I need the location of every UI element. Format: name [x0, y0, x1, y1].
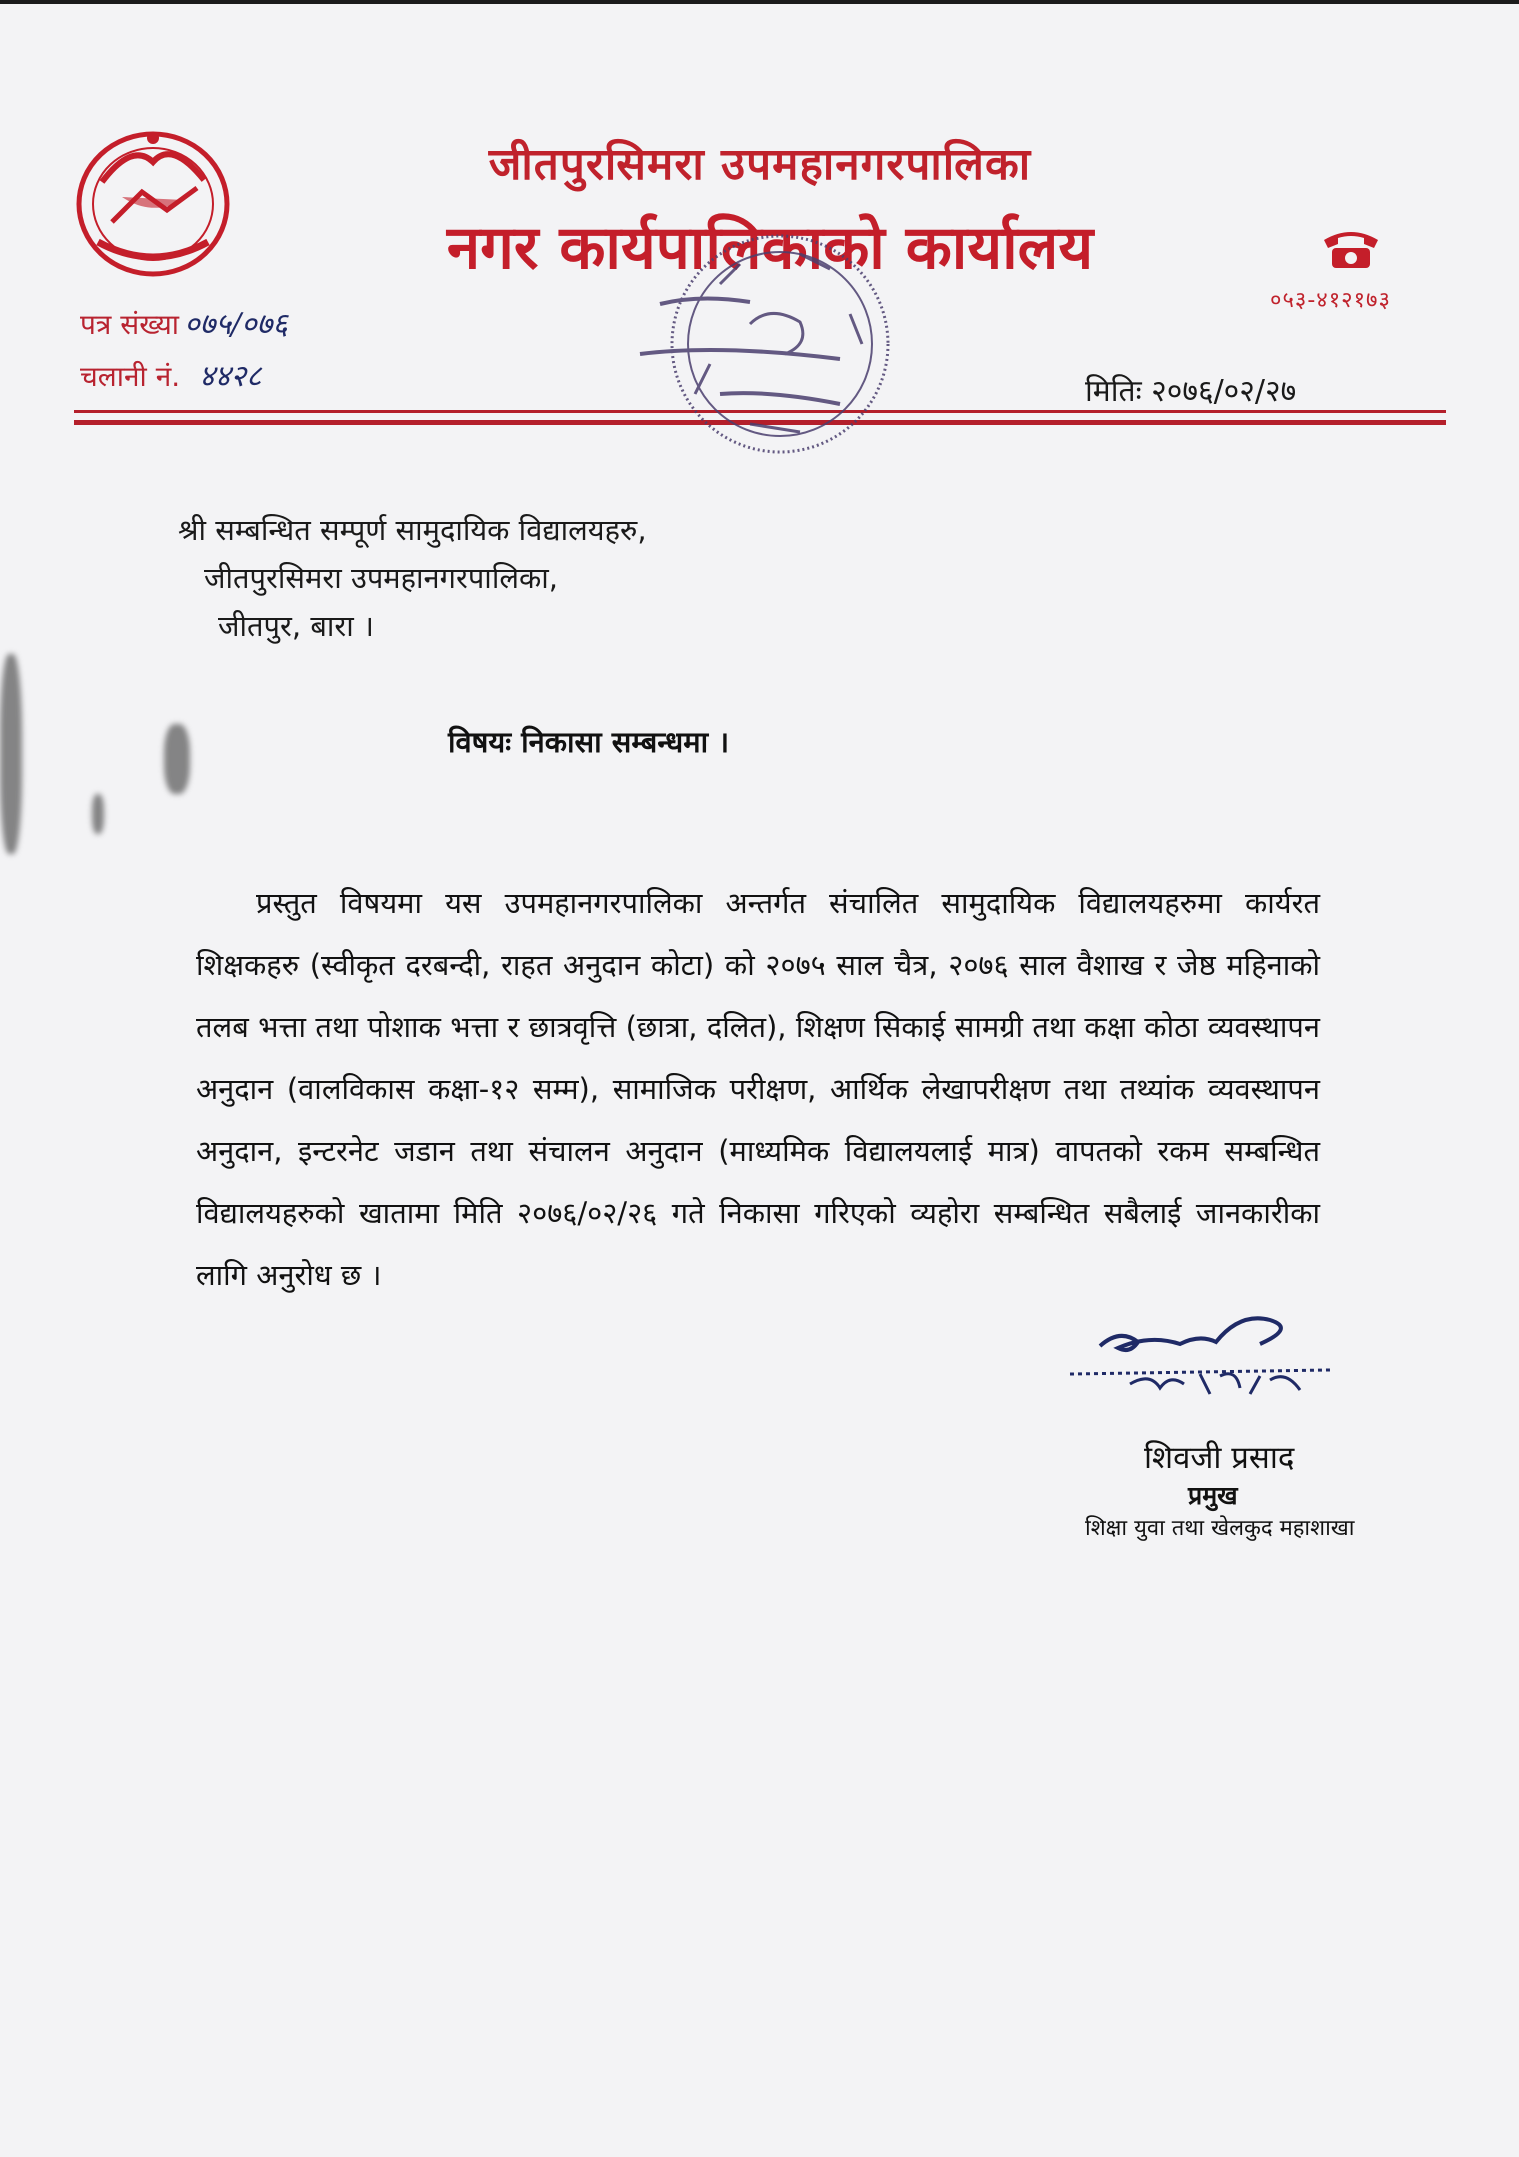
- scan-smudge: [0, 654, 22, 854]
- recipient-line-3: जीतपुर, बारा ।: [218, 609, 374, 643]
- office-name: नगर कार्यपालिकाको कार्यालय: [446, 213, 1094, 283]
- letter-number-value: ०७५/०७६: [184, 307, 288, 342]
- letter-body: प्रस्तुत विषयमा यस उपमहानगरपालिका अन्तर्गत संचालित सामुदायिक विद्यालयहरुमा कार्यरत शिक्षकहरु (स्वीकृत दरबन्दी, राहत अनुदान कोटा) को २०७५ साल चैत्र, २०७६ साल वैशाख र जेष्ठ महिनाको तलब भत्ता तथा पोशाक भत्ता र छात्रवृत्ति (छात्रा, दलित), शिक्षण सिकाई सामग्री तथा कक्षा कोठा व्यवस्थापन अनुदान (वालविकास कक्षा-१२ सम्म), सामाजिक परीक्षण, आर्थिक लेखापरीक्षण तथा तथ्यांक व्यवस्थापन अनुदान, इन्टरनेट जडान तथा संचालन अनुदान (माध्यमिक विद्यालयलाई मात्र) वापतको रकम सम्बन्धित विद्यालयहरुको खातामा मिति २०७६/०२/२६ गते निकासा गरिएको व्यहोरा सम्बन्धित सबैलाई जानकारीका लागि अनुरोध छ ।: [196, 886, 1320, 1292]
- letter-sheet: [0, 4, 1519, 2157]
- signatory-name: शिवजी प्रसाद: [1144, 1440, 1295, 1476]
- signatory-title: प्रमुख: [1188, 1481, 1238, 1510]
- recipient-line-1: श्री सम्बन्धित सम्पूर्ण सामुदायिक विद्यालयहरु,: [178, 513, 647, 547]
- letter-number: [80, 302, 288, 343]
- nepal-emblem-icon: [72, 122, 234, 280]
- letter-date: मितिः २०७६/०२/२७: [1085, 374, 1297, 409]
- dispatch-number-label: चलानी नं.: [80, 360, 181, 393]
- dispatch-number: [80, 354, 262, 395]
- municipality-name: जीतपुरसिमरा उपमहानगरपालिका: [488, 139, 1032, 190]
- phone-number: ०५३-४१२१७३: [1270, 288, 1391, 313]
- telephone-icon: [1320, 226, 1382, 270]
- scan-smudge: [164, 724, 190, 794]
- dispatch-number-value: ४४२८: [199, 359, 262, 394]
- subject-line: विषयः निकासा सम्बन्धमा ।: [448, 725, 730, 759]
- handwritten-signature: [1060, 1304, 1360, 1414]
- scan-smudge: [92, 794, 104, 834]
- signatory-department: शिक्षा युवा तथा खेलकुद महाशाखा: [1085, 1516, 1355, 1541]
- recipient-line-2: जीतपुरसिमरा उपमहानगरपालिका,: [204, 561, 558, 595]
- letter-number-label: पत्र संख्या: [80, 308, 180, 341]
- official-stamp: [600, 194, 930, 474]
